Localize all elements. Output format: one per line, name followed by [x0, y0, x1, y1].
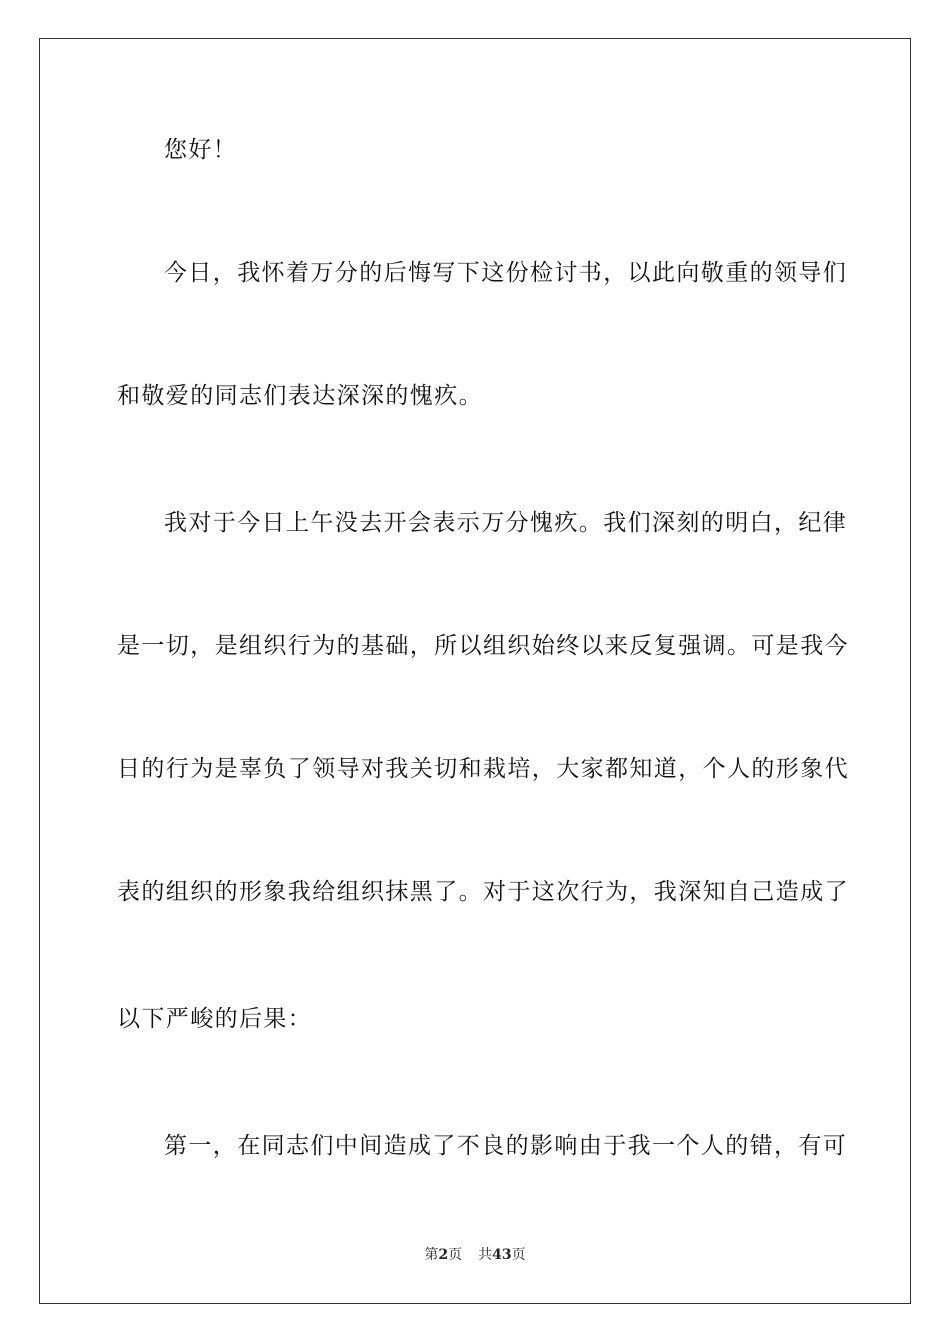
- page-border: [39, 38, 911, 1304]
- page-prefix: 第: [424, 1247, 439, 1263]
- paragraph-line: 第一，在同志们中间造成了不良的影响由于我一个人的错，有可: [164, 1133, 848, 1159]
- paragraph-line: 今日，我怀着万分的后悔写下这份检讨书，以此向敬重的领导们: [164, 260, 848, 286]
- greeting-line: 您好！: [164, 137, 238, 163]
- paragraph-line: 和敬爱的同志们表达深深的愧疚。: [117, 383, 483, 409]
- paragraph-line: 是一切，是组织行为的基础，所以组织始终以来反复强调。可是我今: [117, 633, 849, 659]
- total-suffix: 页: [511, 1247, 526, 1263]
- paragraph-line: 日的行为是辜负了领导对我关切和栽培，大家都知道，个人的形象代: [117, 756, 849, 782]
- page-current: 2: [438, 1247, 449, 1263]
- paragraph-line: 以下严峻的后果：: [117, 1006, 313, 1032]
- page-footer: [0, 1246, 950, 1264]
- paragraph-line: 我对于今日上午没去开会表示万分愧疚。我们深刻的明白，纪律: [164, 510, 848, 536]
- page-total: 43: [492, 1247, 512, 1263]
- page-suffix: 页: [448, 1247, 463, 1263]
- total-prefix: 共: [478, 1247, 493, 1263]
- paragraph-line: 表的组织的形象我给组织抹黑了。对于这次行为，我深知自己造成了: [117, 879, 849, 905]
